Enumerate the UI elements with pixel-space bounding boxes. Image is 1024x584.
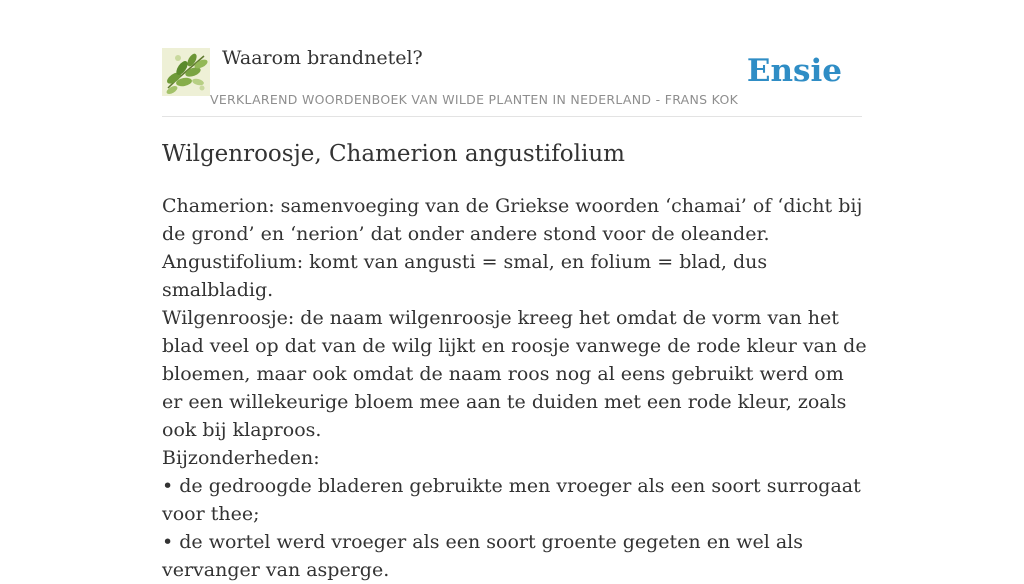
- plant-leaves-icon[interactable]: [162, 48, 210, 96]
- brand-logo[interactable]: Ensie: [746, 53, 842, 89]
- source-header: [162, 46, 862, 117]
- list-item: • de gedroogde bladeren gebruikte men vroeger als een soort surrogaat voor thee;: [162, 475, 861, 525]
- body-paragraph: Chamerion: samenvoeging van de Griekse woorden ‘chamai’ of ‘dicht bij de grond’ en ‘nerion’ dat onder andere stond voor de oleander.: [162, 195, 863, 245]
- source-title[interactable]: Waarom brandnetel?: [222, 47, 423, 69]
- entry-body: [162, 192, 867, 584]
- body-paragraph: Wilgenroosje: de naam wilgenroosje kreeg het omdat de vorm van het blad veel op dat van de wilg lijkt en roosje vanwege de rode kleur van de bloemen, maar ook omdat de naam roos nog al eens gebruikt werd om er een willekeurige bloem mee aan te duiden met een rode kleur, zoals ook bij klaproos.: [162, 307, 867, 441]
- source-subtitle[interactable]: VERKLAREND WOORDENBOEK VAN WILDE PLANTEN IN NEDERLAND - FRANS KOK: [210, 92, 739, 107]
- body-paragraph: Bijzonderheden:: [162, 447, 320, 469]
- entry-title: Wilgenroosje, Chamerion angustifolium: [162, 141, 625, 167]
- list-item: • de wortel werd vroeger als een soort groente gegeten en wel als vervanger van asperge.: [162, 531, 803, 581]
- body-paragraph: Angustifolium: komt van angusti = smal, en folium = blad, dus smalbladig.: [162, 251, 768, 301]
